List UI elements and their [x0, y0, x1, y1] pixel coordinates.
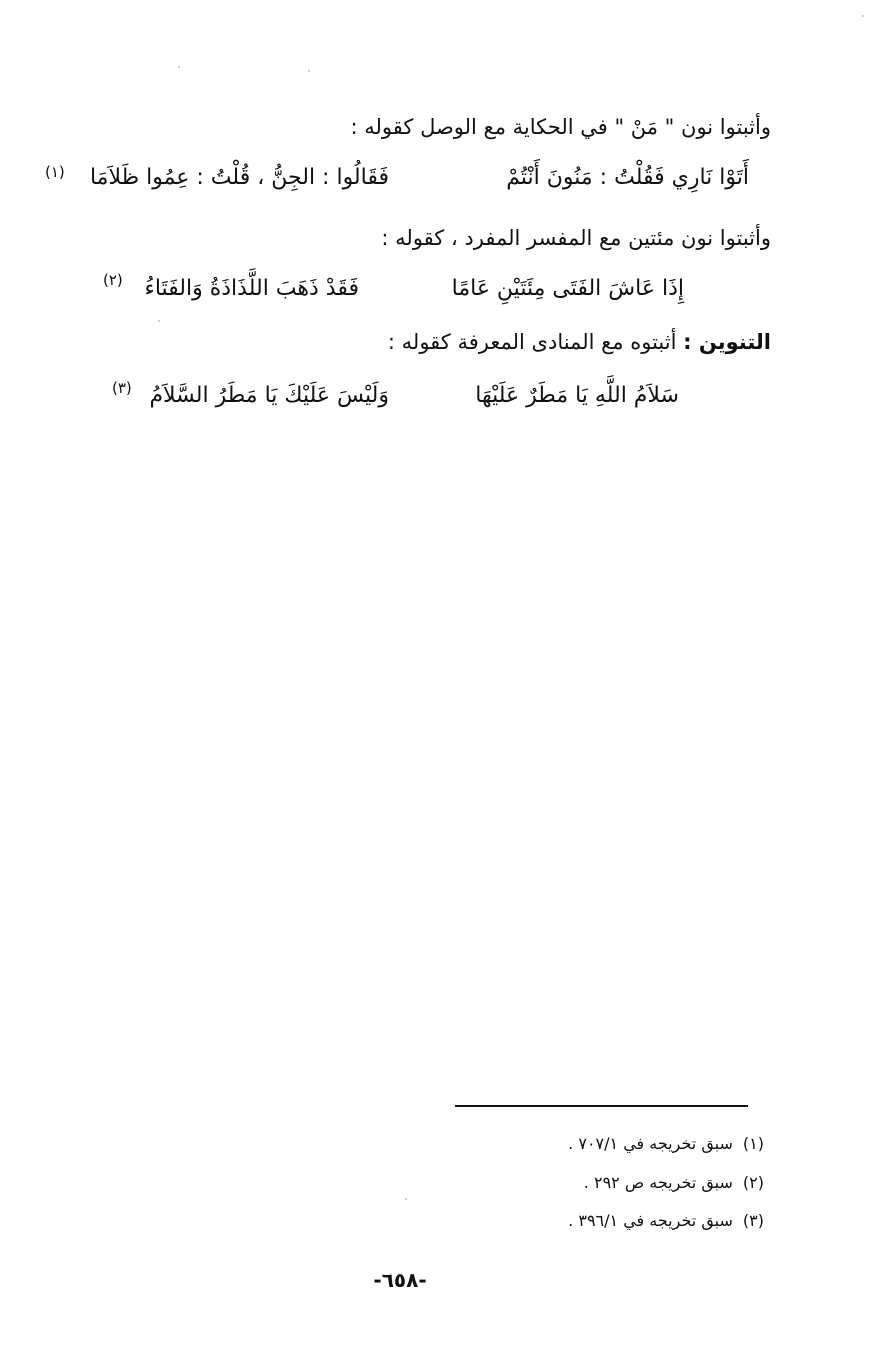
scan-speck — [178, 66, 180, 68]
scan-speck — [308, 70, 310, 72]
verse-1-first-half: أَتَوْا نَارِي فَقُلْتُ : مَنُونَ أَنْتُمْ — [506, 165, 749, 190]
footnote-3-number: (٣) — [742, 1211, 764, 1230]
scan-speck — [405, 1198, 407, 1200]
footnote-3 — [568, 1210, 764, 1232]
footnote-1-number: (١) — [742, 1134, 764, 1153]
verse-3-first-half: سَلاَمُ اللَّهِ يَا مَطَرٌ عَلَيْهَا — [475, 383, 679, 408]
scan-speck — [862, 15, 864, 17]
verse-2-second-half: فَقَدْ ذَهَبَ اللَّذَاذَةُ وَالفَتَاءُ — [144, 276, 359, 301]
page-number: -٦٥٨- — [373, 1268, 427, 1292]
verse-1-second-half: فَقَالُوا : الجِنُّ ، قُلْتُ : عِمُوا ظَلاَمَا — [89, 165, 389, 190]
footnote-2-text: سبق تخريجه ص ٢٩٢ . — [583, 1173, 733, 1192]
footnote-ref-3: (٣) — [112, 379, 132, 397]
footnote-ref-2: (٢) — [103, 271, 123, 289]
footnote-1 — [568, 1133, 764, 1155]
text-line-1: وأثبتوا نون " مَنْ " في الحكاية مع الوصل كقوله : — [350, 115, 771, 139]
footnote-3-text: سبق تخريجه في ٣٩٦/١ . — [568, 1211, 733, 1230]
footnote-2-number: (٢) — [742, 1173, 764, 1192]
footnote-2 — [584, 1172, 764, 1194]
text-line-3 — [388, 327, 771, 357]
footnote-divider — [455, 1105, 748, 1107]
footnote-ref-1: (١) — [45, 163, 65, 181]
verse-3-second-half: وَلَيْسَ عَلَيْكَ يَا مَطَرُ السَّلاَمُ — [149, 383, 389, 408]
term-tanween: التنوين : — [683, 330, 771, 354]
text-line-2: وأثبتوا نون مئتين مع المفسر المفرد ، كقوله : — [381, 226, 771, 250]
scan-speck — [158, 320, 160, 322]
text-line-3-body: أثبتوه مع المنادى المعرفة كقوله : — [387, 330, 677, 354]
verse-2-first-half: إِذَا عَاشَ الفَتَى مِئَتَيْنِ عَامًا — [451, 276, 684, 301]
footnote-1-text: سبق تخريجه في ٧٠٧/١ . — [568, 1134, 733, 1153]
